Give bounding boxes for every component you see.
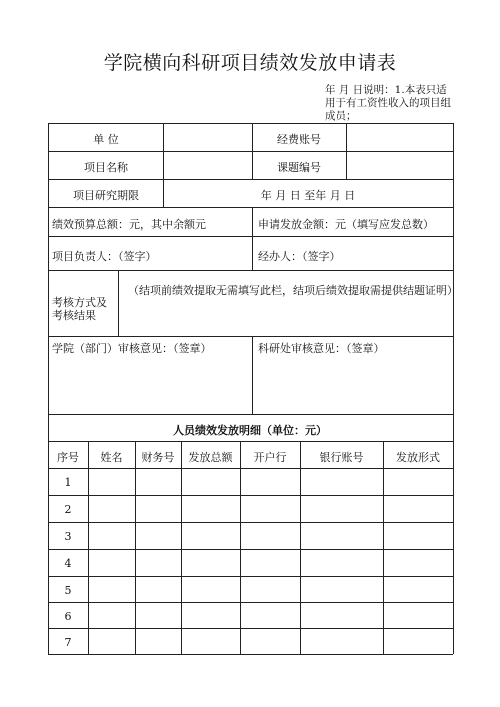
row-divider	[48, 522, 453, 523]
row-divider	[48, 495, 453, 496]
handler-label: 经办人：（签字）	[258, 250, 341, 263]
research-review-label: 科研处审核意见：（签章）	[258, 342, 385, 355]
apply-amount-label: 申请发放金额：元（填写应发总数）	[258, 218, 434, 231]
row-divider	[48, 468, 453, 469]
row-divider	[48, 414, 453, 415]
column-header: 发放形式	[396, 451, 440, 464]
column-divider	[252, 207, 253, 270]
row-divider	[48, 576, 453, 577]
assessment-label: 考核方式及	[52, 296, 107, 309]
column-divider	[453, 123, 454, 654]
account-label: 经费账号	[277, 133, 321, 146]
column-divider	[383, 441, 384, 654]
row-divider	[48, 336, 453, 337]
column-header: 发放总额	[188, 451, 233, 464]
column-header: 银行账号	[319, 451, 364, 464]
column-divider	[252, 336, 253, 414]
row-divider	[48, 123, 453, 124]
column-header: 财务号	[141, 451, 175, 464]
row-number: 4	[64, 557, 72, 570]
detail-title: 人员绩效发放明细（单位：元）	[173, 424, 327, 437]
assessment-hint: （结项前绩效提取无需填写此栏，结项后绩效提取需提供结题证明）	[128, 284, 458, 297]
column-header: 姓名	[100, 451, 123, 464]
column-divider	[118, 270, 119, 336]
row-number: 7	[64, 636, 72, 649]
row-divider	[48, 628, 453, 629]
row-divider	[48, 179, 453, 180]
college-review-label: 学院（部门）审核意见：（签章）	[52, 342, 212, 355]
row-divider	[48, 654, 453, 655]
column-divider	[181, 441, 182, 654]
column-header: 开户行	[253, 451, 287, 464]
project-leader-label: 项目负责人：（签字）	[52, 250, 157, 263]
row-divider	[48, 602, 453, 603]
form-title: 学院横向科研项目绩效发放申请表	[103, 52, 397, 74]
instructions-note: 年 月 日说明：1.本表只适用于有工资性收入的项目组成员；	[325, 84, 451, 122]
assessment-result-label: 考核结果	[52, 309, 96, 322]
row-number: 1	[64, 476, 72, 489]
column-divider	[240, 441, 241, 654]
row-number: 3	[64, 530, 72, 543]
column-divider	[300, 441, 301, 654]
row-divider	[48, 270, 453, 271]
column-header: 序号	[57, 451, 79, 464]
period-label: 项目研究期限	[73, 189, 139, 202]
row-divider	[48, 151, 453, 152]
topic-number-label: 课题编号	[277, 161, 321, 174]
row-divider	[48, 207, 453, 208]
period-value: 年 月 日 至年 月 日	[260, 189, 356, 202]
project-name-label: 项目名称	[84, 161, 128, 174]
row-number: 6	[64, 610, 72, 623]
budget-label: 绩效预算总额：元，其中余额元	[52, 218, 206, 231]
row-divider	[48, 441, 453, 442]
row-divider	[48, 549, 453, 550]
row-number: 5	[64, 584, 72, 597]
row-divider	[48, 236, 453, 237]
unit-label: 单 位	[93, 133, 119, 146]
row-number: 2	[64, 503, 72, 516]
